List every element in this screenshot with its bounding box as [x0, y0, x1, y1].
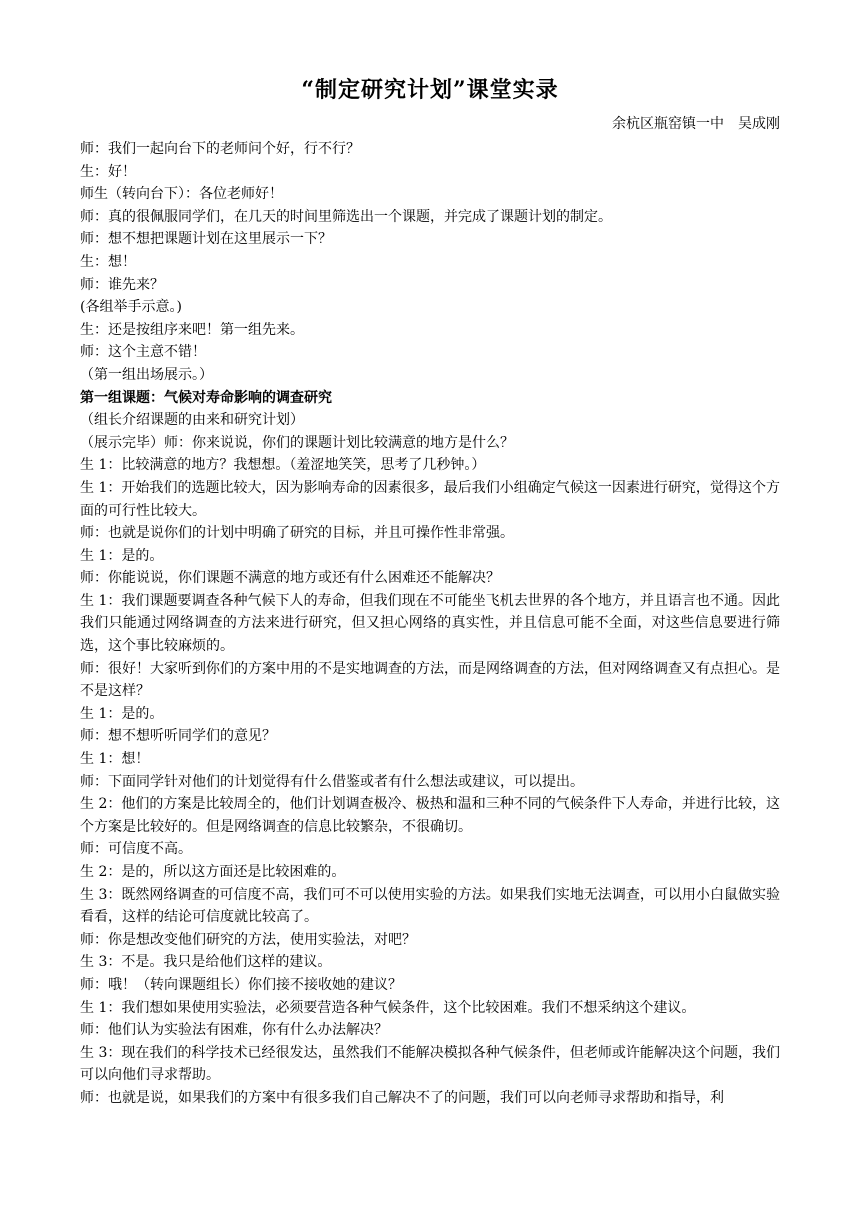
transcript-line: 生 1：是的。: [80, 547, 164, 564]
transcript-line: 生 3：现在我们的科学技术已经很发达，虽然我们不能解决模拟各种气候条件，但老师或许能解决这个问题，我们可以向他们寻求帮助。: [80, 1044, 780, 1084]
transcript-body: [80, 138, 780, 1110]
transcript-line: 师：下面同学针对他们的计划觉得有什么借鉴或者有什么想法或建议，可以提出。: [80, 773, 584, 790]
transcript-line: 生：好！: [80, 163, 136, 180]
transcript-line: 师：也就是说你们的计划中明确了研究的目标，并且可操作性非常强。: [80, 525, 514, 542]
transcript-line: 师：想不想把课题计划在这里展示一下？: [80, 231, 332, 248]
transcript-line: 生 1：我们课题要调查各种气候下人的寿命，但我们现在不可能坐飞机去世界的各个地方，并且语言也不通。因此我们只能通过网络调查的方法来进行研究，但又担心网络的真实性，并且信息可能不全面，对这些信息要进行筛选，这个事比较麻烦的。: [80, 592, 780, 655]
transcript-line: 生 1：开始我们的选题比较大，因为影响寿命的因素很多，最后我们小组确定气候这一因素进行研究，觉得这个方面的可行性比较大。: [80, 479, 780, 519]
transcript-line: 生 2：是的，所以这方面还是比较困难的。: [80, 864, 346, 880]
transcript-line: 生：还是按组序来吧！第一组先来。: [80, 321, 304, 338]
transcript-line: 生 2：他们的方案是比较周全的，他们计划调查极冷、极热和温和三种不同的气候条件下人寿命，并进行比较，这个方案是比较好的。但是网络调查的信息比较繁杂，不很确切。: [80, 796, 780, 835]
transcript-line: 师：很好！大家听到你们的方案中用的不是实地调查的方法，而是网络调查的方法，但对网络调查又有点担心。是不是这样？: [80, 660, 780, 700]
transcript-line: 师生（转向台下）：各位老师好！: [80, 186, 283, 203]
section-heading: 第一组课题：气候对寿命影响的调查研究: [80, 389, 332, 406]
transcript-line: 生 3：既然网络调查的可信度不高，我们可不可以使用实验的方法。如果我们实地无法调查，可以用小白鼠做实验看看，这样的结论可信度就比较高了。: [80, 886, 780, 926]
transcript-line: 师：这个主意不错！: [80, 344, 206, 361]
transcript-line: 师：谁先来？: [80, 276, 164, 293]
document-page: [80, 70, 780, 1110]
transcript-line: (各组举手示意。): [80, 299, 182, 316]
transcript-line: 生 3：不是。我只是给他们这样的建议。: [80, 954, 332, 971]
author-line: 余杭区瓶窑镇一中 吴成刚: [612, 116, 780, 132]
transcript-line: 生 1：我们想如果使用实验法，必须要营造各种气候条件，这个比较困难。我们不想采纳这个建议。: [80, 999, 696, 1016]
transcript-line: 师：真的很佩服同学们，在几天的时间里筛选出一个课题，并完成了课题计划的制定。: [80, 208, 612, 225]
transcript-line: 生 1：想！: [80, 751, 150, 768]
transcript-line: 生 1：比较满意的地方？我想想。（羞涩地笑笑，思考了几秒钟。）: [80, 457, 486, 474]
transcript-line: 师：你能说说，你们课题不满意的地方或还有什么困难还不能解决？: [80, 570, 500, 587]
transcript-line: 师：他们认为实验法有困难，你有什么办法解决？: [80, 1022, 388, 1039]
transcript-line: （展示完毕）师：你来说说，你们的课题计划比较满意的地方是什么？: [80, 434, 514, 451]
transcript-line: （第一组出场展示。）: [80, 366, 213, 383]
transcript-line: 师：你是想改变他们研究的方法，使用实验法，对吧？: [80, 931, 416, 948]
transcript-line: 生 1：是的。: [80, 705, 164, 722]
transcript-line: 师：我们一起向台下的老师问个好，行不行？: [80, 141, 360, 157]
transcript-line: 师：想不想听听同学们的意见？: [80, 728, 276, 745]
transcript-line: 师：哦！（转向课题组长）你们接不接收她的建议？: [80, 976, 402, 993]
transcript-line: 师：也就是说，如果我们的方案中有很多我们自己解决不了的问题，我们可以向老师寻求帮助和指导，利: [80, 1089, 724, 1106]
transcript-line: 师：可信度不高。: [80, 841, 192, 858]
transcript-line: （组长介绍课题的由来和研究计划）: [80, 412, 304, 429]
document-title: “制定研究计划”课堂实录: [301, 77, 559, 103]
transcript-line: 生：想！: [80, 253, 136, 270]
